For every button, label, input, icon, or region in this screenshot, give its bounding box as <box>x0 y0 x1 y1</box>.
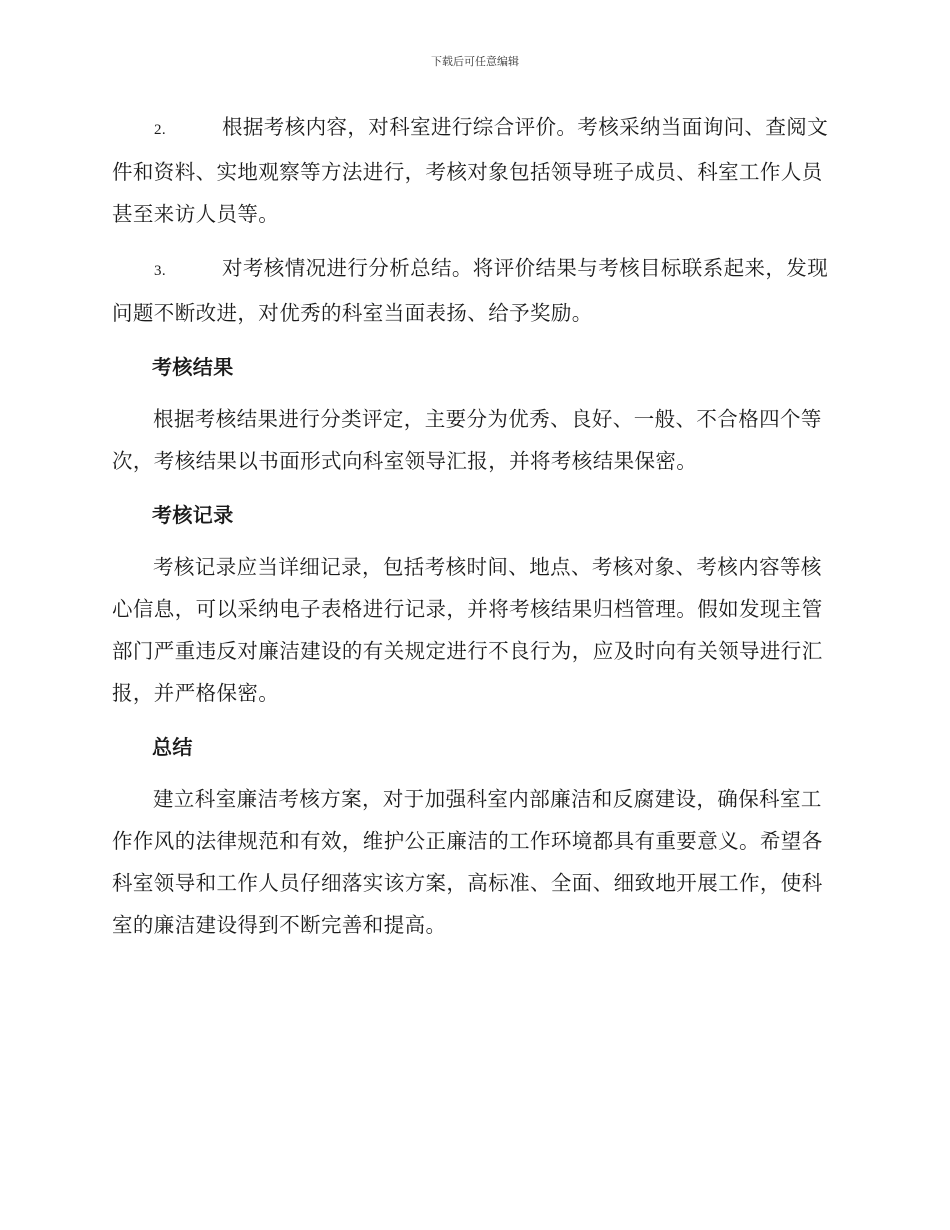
list-item-2 <box>112 106 842 235</box>
list-item-text: 根据考核内容，对科室进行综合评价。考核采纳当面询问、查阅文件和资料、实地观察等方法进行，考核对象包括领导班子成员、科室工作人员甚至来访人员等。 <box>112 115 829 226</box>
page-header: 下载后可任意编辑 <box>431 55 519 68</box>
section-heading-summary: 总结 <box>152 735 193 759</box>
section-heading-results: 考核结果 <box>152 355 234 379</box>
paragraph-records: 考核记录应当详细记录，包括考核时间、地点、考核对象、考核内容等核心信息，可以采纳电子表格进行记录，并将考核结果归档管理。假如发现主管部门严重违反对廉洁建设的有关规定进行不良行为，应及时向有关领导进行汇报，并严格保密。 <box>112 555 823 705</box>
list-number: 2. <box>154 122 167 138</box>
paragraph-results: 根据考核结果进行分类评定，主要分为优秀、良好、一般、不合格四个等次，考核结果以书面形式向科室领导汇报，并将考核结果保密。 <box>112 407 822 473</box>
list-item-text: 对考核情况进行分析总结。将评价结果与考核目标联系起来，发现问题不断改进，对优秀的科室当面表扬、给予奖励。 <box>112 256 829 325</box>
list-item-3 <box>112 247 842 334</box>
document-body <box>112 106 842 958</box>
paragraph-summary: 建立科室廉洁考核方案，对于加强科室内部廉洁和反腐建设，确保科室工作作风的法律规范和有效，维护公正廉洁的工作环境都具有重要意义。希望各科室领导和工作人员仔细落实该方案，高标准、全面、细致地开展工作，使科室的廉洁建设得到不断完善和提高。 <box>112 787 823 937</box>
list-number: 3. <box>154 263 167 279</box>
section-heading-records: 考核记录 <box>152 503 234 527</box>
